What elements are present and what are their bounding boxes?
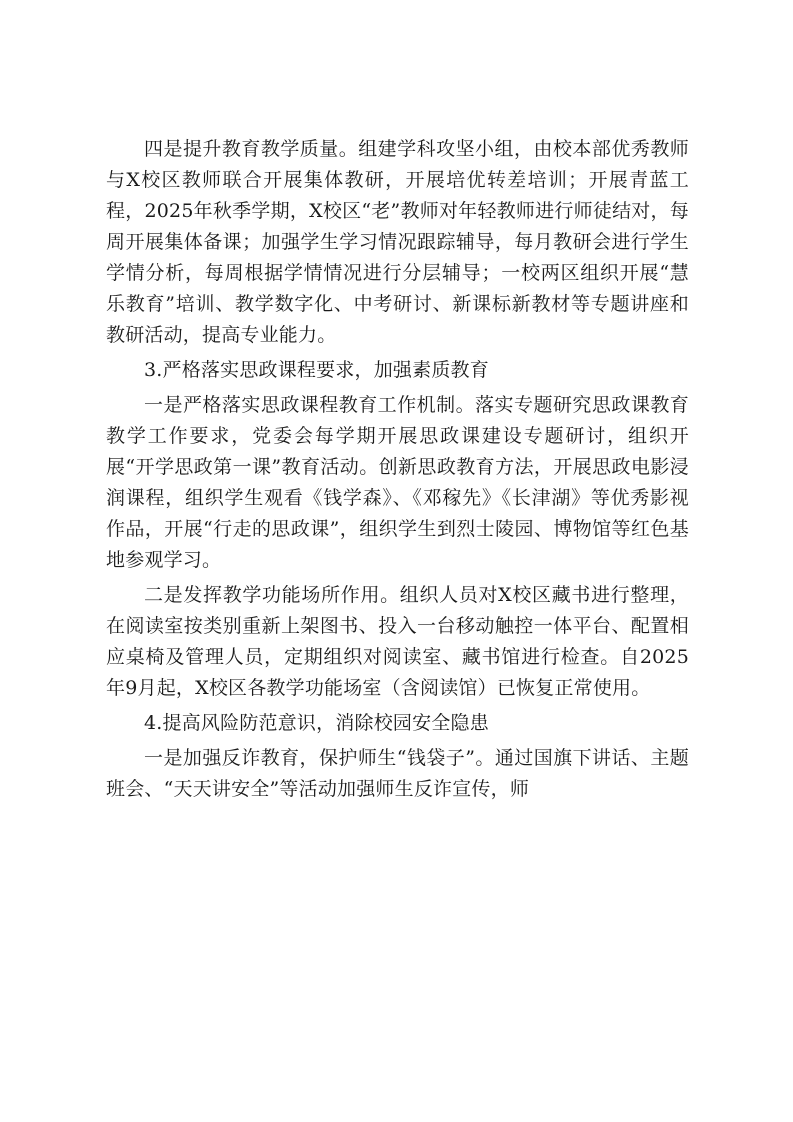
heading-risk-prevention: 4.提高风险防范意识，消除校园安全隐患 xyxy=(144,712,489,734)
para-anti-fraud-education: 一是加强反诈教育，保护师生“钱袋子”。通过国旗下讲话、主题班会、“天天讲安全”等活动加强师生反诈宣传，师 xyxy=(106,747,689,800)
document-body xyxy=(106,134,689,809)
heading-ideological-courses: 3.严格落实思政课程要求，加强素质教育 xyxy=(144,359,489,381)
para-ideological-mechanism: 一是严格落实思政课程教育工作机制。落实专题研究思政课教育教学工作要求，党委会每学期开展思政课建设专题研讨，组织开展“开学思政第一课”教育活动。创新思政教育方法，开展思政电影浸润课程，组织学生观看《钱学森》、《邓稼先》《长津湖》等优秀影视作品，开展“行走的思政课”，组织学生到烈士陵园、博物馆等红色基地参观学习。 xyxy=(106,394,689,571)
para-teaching-facilities: 二是发挥教学功能场所作用。组织人员对X校区藏书进行整理，在阅读室按类别重新上架图书、投入一台移动触控一体平台、配置相应桌椅及管理人员，定期组织对阅读室、藏书馆进行检查。自2025年9月起，X校区各教学功能场室（含阅读馆）已恢复正常使用。 xyxy=(106,584,689,699)
para-improve-teaching-quality: 四是提升教育教学质量。组建学科攻坚小组，由校本部优秀教师与X校区教师联合开展集体教研，开展培优转差培训；开展青蓝工程，2025年秋季学期，X校区“老”教师对年轻教师进行师徒结对，每周开展集体备课；加强学生学习情况跟踪辅导，每月教研会进行学生学情分析，每周根据学情情况进行分层辅导；一校两区组织开展“慧乐教育”培训、教学数字化、中考研讨、新课标新教材等专题讲座和教研活动，提高专业能力。 xyxy=(106,138,689,346)
